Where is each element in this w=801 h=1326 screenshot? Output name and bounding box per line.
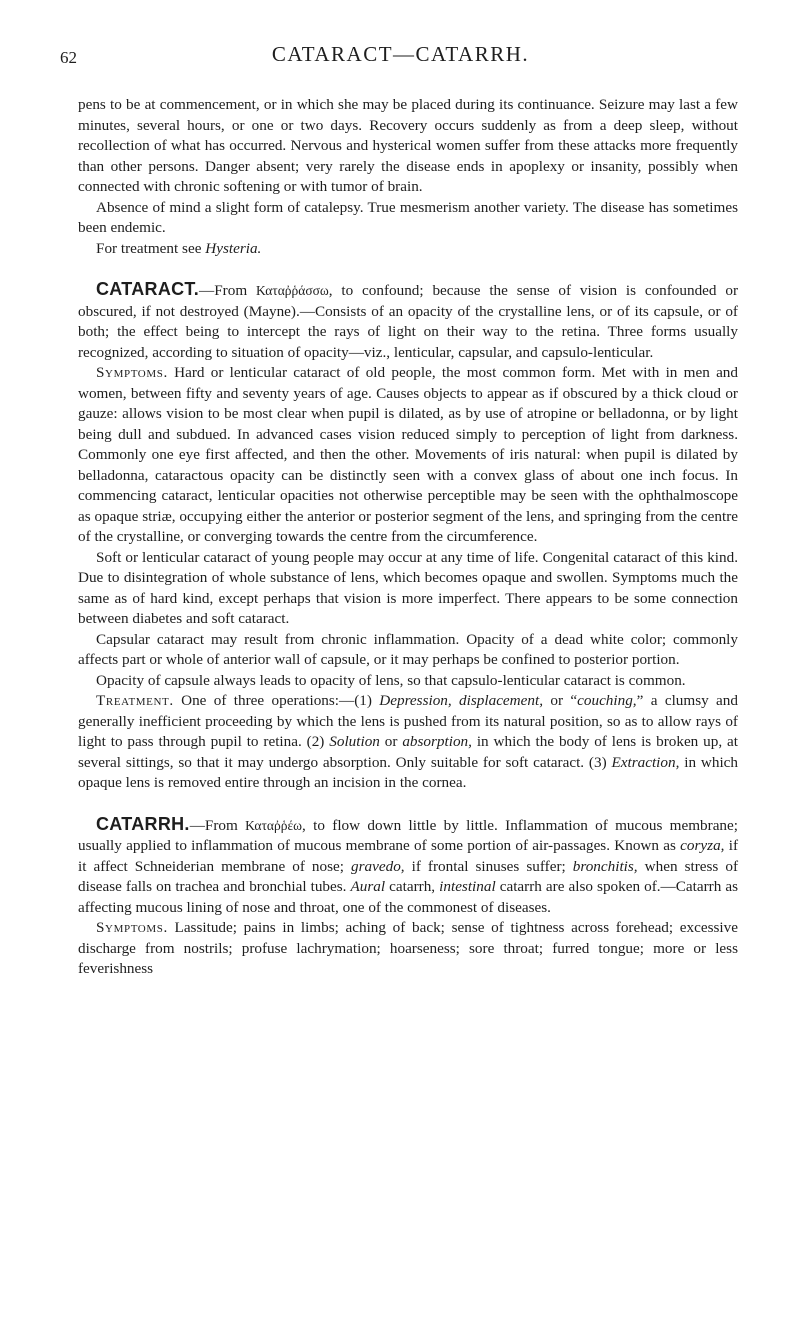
cataract-symptoms-text: Hard or lenticular cataract of old people, the most common form. Met with in men and women, between fifty and seventy years of age. Causes objects to appear as if obscured by a thick cloud or gauze: allows vision to be most clear when pupil is dilated, as by use of atropine or belladonna, or by light being dull and subdued. In advanced cases vision reduced simply to perception of light from darkness. Commonly one eye first affected, and then the other. Movements of iris natural: when pupil is dilated by belladonna, cataractous opacity can be distinctly seen with a convex glass of about one inch focus. In commencing cataract, lenticular opacities not otherwise perceptible may be seen with the ophthalmoscope as opaque striæ, occupying either the anterior or posterior segment of the lens, and springing from the centre of the crystalline, or converging towards the centre from the circumference. — [78, 364, 738, 545]
treatment-term-solution: Solution — [329, 733, 380, 750]
term-gravedo: gravedo, — [351, 857, 405, 875]
cataract-headword: CATARACT. — [96, 279, 200, 299]
treatment-term-couching: couching, — [577, 692, 637, 709]
catarrh-greek-word: Καταῤῥέω — [245, 817, 303, 833]
catarrh-text-1: , to flow down little by little. Inflammation of mucous membrane; usually applied to inflammation of mucous membrane of some portion of air-passages. Known as — [78, 816, 738, 854]
term-aural: Aural — [350, 878, 386, 895]
catarrh-symptoms-label: Symptoms. — [96, 919, 168, 936]
term-bronchitis: bronchitis, — [572, 857, 638, 875]
term-intestinal: intestinal — [439, 878, 496, 895]
running-head: CATARACT—CATARRH. — [271, 42, 530, 66]
treatment-text-or: or “ — [543, 692, 578, 709]
cataract-greek-word: Καταῤῥάσσω — [255, 283, 329, 298]
cataract-entry-paragraph — [78, 279, 738, 363]
page-header — [0, 40, 801, 70]
capsule-opacity-paragraph: Opacity of capsule always leads to opacity of lens, so that capsulo-lenticular cataract is common. — [96, 671, 686, 689]
cataract-symptoms-label: Symptoms. — [96, 364, 168, 381]
catarrh-text-3: if frontal sinuses suffer; — [404, 857, 573, 875]
treatment-text-2: ” a clumsy and generally inefficient proceeding by which the lens is pushed from its natural position, so as to allow rays of light to pass through pupil to retina. (2) — [78, 692, 738, 750]
catarrh-text-2: if it affect Schneiderian membrane of nose; — [78, 837, 739, 875]
catarrh-entry-paragraph — [78, 814, 738, 919]
treatment-text-3: in which the body of lens is broken up, at several sittings, so that it may undergo absorption. Only suitable for soft cataract. (3) — [78, 733, 738, 771]
treatment-text-4: in which opaque lens is removed entire through an incision in the cornea. — [78, 753, 738, 791]
treatment-see-text: For treatment see — [96, 239, 206, 257]
treatment-term-depression: Depression, displacement, — [379, 692, 543, 709]
catarrh-text-4: when stress of disease falls on trachea and bronchial tubes. — [78, 857, 739, 895]
cataract-etymology-from: —From — [199, 282, 256, 299]
catarrh-text-6: catarrh are also spoken of.—Catarrh as affecting mucous lining of nose and throat, one of the commonest of diseases. — [78, 878, 738, 916]
page-body — [78, 95, 738, 980]
cataract-treatment-label: Treatment. — [96, 692, 174, 709]
capsular-cataract-paragraph: Capsular cataract may result from chronic inflammation. Opacity of a dead white color; commonly affects part or whole of anterior wall of capsule, or it may perhaps be confined to posterior portion. — [78, 630, 738, 668]
hysteria-reference: Hysteria. — [205, 239, 262, 257]
treatment-term-absorption: absorption, — [402, 733, 472, 750]
page-number: 62 — [60, 48, 77, 67]
catarrh-symptoms-text: Lassitude; pains in limbs; aching of back; sense of tightness across forehead; excessive discharge from nostrils; profuse lachrymation; hoarseness; sore throat; furred tongue; more or less feverishness — [78, 919, 738, 977]
treatment-text-1: One of three operations:—(1) — [173, 692, 380, 709]
term-coryza: coryza, — [680, 837, 725, 854]
catarrh-symptoms-paragraph — [78, 918, 738, 980]
catalepsy-continuation-paragraph: pens to be at commencement, or in which she may be placed during its continuance. Seizure may last a few minutes, several hours, or one or two days. Recovery occurs suddenly as from a deep sleep, without recollection of what has occurred. Nervous and hysterical women suffer from these attacks more frequently than other persons. Danger absent; very rarely the disease ends in apoplexy or insanity, possibly when connected with chronic softening or with tumor of brain. — [78, 96, 738, 195]
catarrh-etymology-from: —From — [189, 816, 246, 834]
catalepsy-varieties-paragraph: Absence of mind a slight form of catalepsy. True mesmerism another variety. The disease has sometimes been endemic. — [78, 198, 738, 236]
catarrh-text-5: catarrh, — [385, 878, 440, 895]
cataract-symptoms-paragraph — [78, 363, 738, 548]
soft-cataract-paragraph: Soft or lenticular cataract of young people may occur at any time of life. Congenital cataract of this kind. Due to disintegration of whole substance of lens, which becomes opaque and swollen. Symptoms much the same as of hard kind, except perhaps that vision is more imperfect. There appears to be some connection between diabetes and soft cataract. — [78, 548, 738, 627]
treatment-term-extraction: Extraction, — [611, 753, 680, 771]
catarrh-headword: CATARRH. — [96, 813, 190, 834]
catalepsy-treatment-paragraph — [78, 239, 738, 260]
cataract-definition-text: , to confound; because the sense of vision is confounded or obscured, if not destroyed (Mayne).—Consists of an opacity of the crystalline lens, or of its capsule, or of both; the effect being to intercept the rays of light on their way to the retina. Three forms usually recognized, according to situation of opacity—viz., lenticular, capsular, and capsulo-lenticular. — [78, 282, 738, 361]
treatment-text-or-2: or — [379, 733, 403, 750]
cataract-treatment-paragraph — [78, 691, 738, 794]
